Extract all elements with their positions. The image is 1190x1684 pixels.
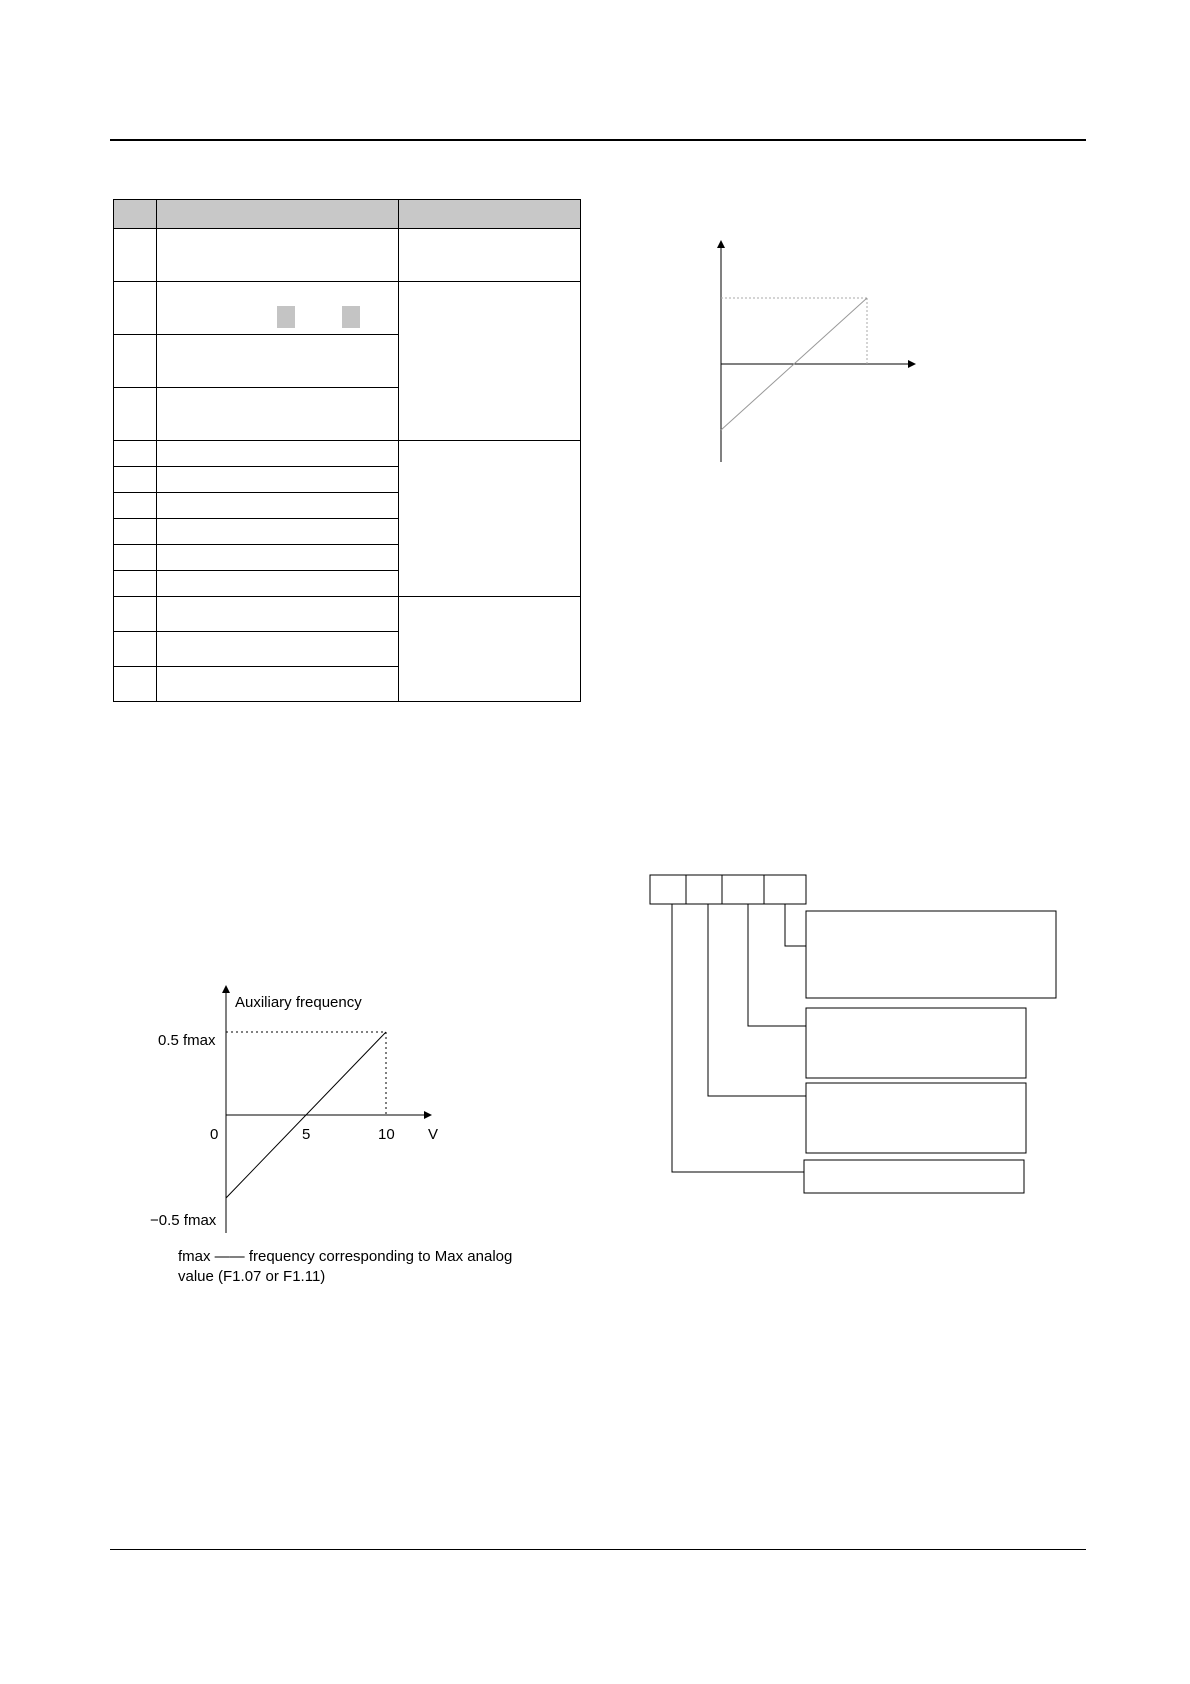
table-cell <box>157 335 399 388</box>
table-cell <box>157 597 399 632</box>
thousands-description-box <box>804 1160 1024 1193</box>
x-tick-label: 0 <box>210 1126 219 1143</box>
x-tick-labels <box>210 1126 395 1143</box>
table-cell <box>114 467 157 493</box>
connector-lines <box>672 904 806 1172</box>
table-row <box>114 597 581 632</box>
table-cell <box>399 597 581 702</box>
shaded-mark <box>342 306 360 328</box>
table-cell <box>114 571 157 597</box>
digit-breakdown-diagram <box>640 870 1070 1200</box>
table-cell <box>114 388 157 441</box>
connector-thousands <box>672 904 804 1172</box>
x-axis-label: V <box>428 1126 439 1143</box>
table-cell <box>114 229 157 282</box>
reference-table <box>113 199 581 702</box>
table-cell <box>114 597 157 632</box>
y-axis-label: Auxiliary frequency <box>235 994 362 1011</box>
table-header-cell <box>114 200 157 229</box>
digit-cell-hundreds <box>686 875 722 904</box>
table-cell <box>399 441 581 597</box>
table-cell <box>157 441 399 467</box>
hundreds-description-box <box>806 1083 1026 1153</box>
table-header-cell <box>399 200 581 229</box>
table-row <box>114 282 581 335</box>
table-cell <box>114 519 157 545</box>
table-row <box>114 441 581 467</box>
table-cell <box>157 229 399 282</box>
table-cell <box>114 335 157 388</box>
digit-cell-tens <box>722 875 764 904</box>
table-cell <box>114 441 157 467</box>
shaded-mark <box>277 306 295 328</box>
x-tick-label: 5 <box>302 1126 311 1143</box>
table-cell <box>114 545 157 571</box>
chart-note-line1: fmax —— frequency corresponding to Max analog <box>178 1248 513 1265</box>
y-tick-label-max: 0.5 fmax <box>158 1032 216 1049</box>
table-cell <box>157 493 399 519</box>
table-cell <box>114 632 157 667</box>
table-cell <box>114 493 157 519</box>
table-cell <box>157 467 399 493</box>
y-tick-label-min: −0.5 fmax <box>150 1212 217 1229</box>
table-cell <box>157 632 399 667</box>
digit-cells <box>650 875 806 904</box>
table-cell <box>157 519 399 545</box>
table-cell <box>399 282 581 441</box>
chart-1 <box>690 230 930 470</box>
header-rule <box>110 139 1086 141</box>
table-cell <box>157 282 399 335</box>
footer-rule <box>110 1549 1086 1550</box>
table-cell <box>157 545 399 571</box>
table-header-cell <box>157 200 399 229</box>
digit-cell-units <box>764 875 806 904</box>
connector-units <box>785 904 806 946</box>
connector-tens <box>748 904 806 1026</box>
table-cell <box>157 571 399 597</box>
digit-cell-thousands <box>650 875 686 904</box>
units-description-box <box>806 911 1056 998</box>
table-cell <box>114 667 157 702</box>
tens-description-box <box>806 1008 1026 1078</box>
table-header-row <box>114 200 581 229</box>
connector-hundreds <box>708 904 806 1096</box>
table-cell <box>114 282 157 335</box>
reference-table-wrapper <box>113 199 581 702</box>
x-tick-label: 10 <box>378 1126 395 1143</box>
table-cell <box>399 229 581 282</box>
table-row <box>114 229 581 282</box>
chart-note-line2: value (F1.07 or F1.11) <box>178 1268 326 1285</box>
description-boxes <box>804 911 1056 1193</box>
chart-2 <box>140 985 560 1295</box>
table-cell <box>157 388 399 441</box>
table-cell <box>157 667 399 702</box>
